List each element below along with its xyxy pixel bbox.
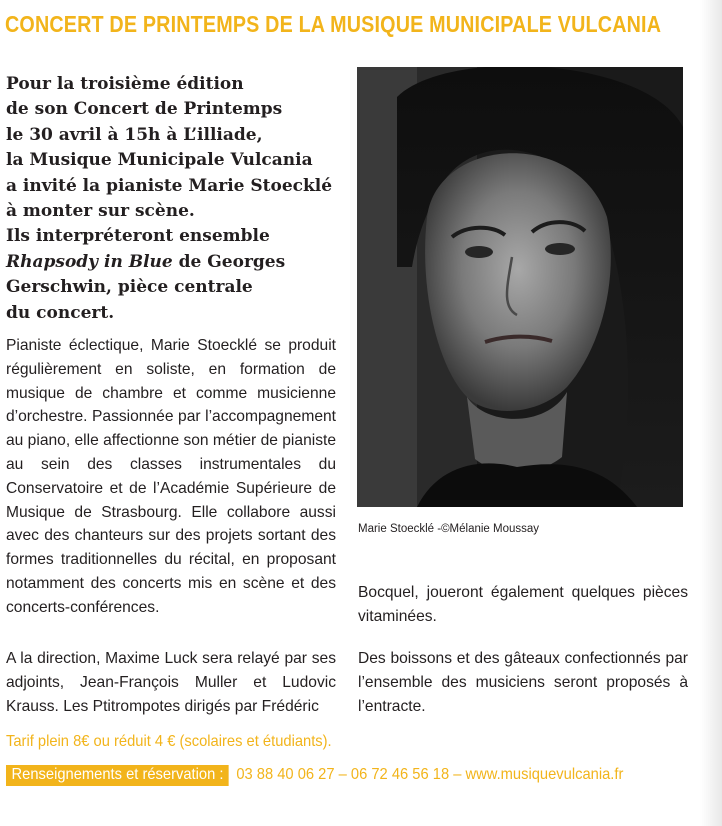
- booking-info: [6, 763, 623, 787]
- intro-line: de son Concert de Printemps: [6, 99, 283, 120]
- work-title: Rhapsody in Blue: [6, 251, 173, 272]
- paragraph-refreshments: Des boissons et des gâteaux confectionnés par l’ensemble des musiciens seront proposés à l’entracte.: [358, 650, 688, 715]
- booking-label: Renseignements et réservation :: [6, 765, 229, 786]
- intro-line: Pour la troisième édition: [6, 74, 244, 94]
- price-info: Tarif plein 8€ ou réduit 4 € (scolaires et étudiants).: [6, 733, 332, 750]
- intro-line-rest: de Georges: [172, 251, 286, 272]
- intro-line: à monter sur scène.: [6, 201, 195, 222]
- booking-contact: 03 88 40 06 27 – 06 72 46 56 18 – www.musiquevulcania.fr: [236, 766, 624, 783]
- paragraph-direction: A la direction, Maxime Luck sera relayé par ses adjoints, Jean-François Muller et Ludovic Krauss. Les Ptitrompotes dirigés par Frédéric: [6, 650, 336, 715]
- photo-caption: Marie Stoecklé -©Mélanie Moussay: [358, 523, 540, 535]
- intro-line: Ils interpréteront ensemble: [6, 226, 270, 247]
- intro-line: le 30 avril à 15h à L’illiade,: [6, 124, 263, 145]
- scan-edge: [700, 0, 722, 826]
- intro-line: la Musique Municipale Vulcania: [6, 150, 313, 171]
- portrait-photo: [357, 67, 683, 507]
- intro-line: du concert.: [6, 302, 115, 323]
- intro-line: a invité la pianiste Marie Stoecklé: [6, 175, 333, 196]
- article-title: CONCERT DE PRINTEMPS DE LA MUSIQUE MUNICIPALE VULCANIA: [5, 11, 662, 37]
- paragraph-ptitrompotes: Bocquel, joueront également quelques pièces vitaminées.: [358, 584, 688, 625]
- intro-lead: [6, 72, 342, 326]
- intro-line: [6, 250, 342, 275]
- paragraph-pianist-bio: Pianiste éclectique, Marie Stoecklé se produit régulièrement en soliste, en formation de musique de chambre et comme musicienne d’orchestre. Passionnée par l’accompagnement au piano, elle affectionne son métier de pianiste au sein des classes instrumentales du Conservatoire et de l’Académie Supérieure de Musique de Strasbourg. Elle collabore aussi avec des chanteurs sur des projets sortant des formes traditionnelles du récital, en proposant notamment des concerts mis en scène et des concerts-conférences.: [6, 337, 337, 616]
- intro-line: Gerschwin, pièce centrale: [6, 277, 253, 298]
- portrait-illustration: [357, 67, 683, 507]
